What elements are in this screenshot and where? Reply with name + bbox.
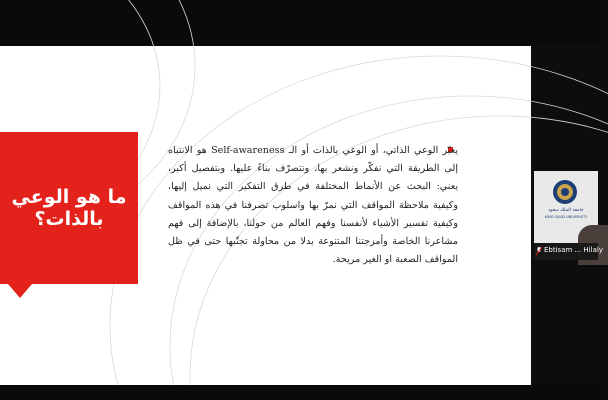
participant-name-label: Ebtisam ... Hilaly bbox=[544, 246, 603, 254]
slide-title: ما هو الوعي بالذات؟ bbox=[11, 186, 127, 230]
slide-body-text: يعبّر الوعي الذاتي، أو الوعي بالذات أو الـ Self-awareness هو الانتباه إلى الطريقة التي نفكّر ونشعر بها، ونتصرّف بناءً عليها. وبتفصيل أكبر، يعني: البحث عن الأنماط المختلفة في طرق التفكير التي نميل إليها، وكيفية ملاحظة المواقف التي نمرّ بها واسلوب تصرفنا في هذه المواقف وكيفية تفسير الأشياء لأنفسنا وفهم العالم من حولنا، بالإضافة إلى فهم مشاعرنا الخاصة وأمزجتنا المتنوعة بدلا من محاولة تجنّبها حتى في ظل المواقف الصعبة او الغير مريحة. bbox=[168, 145, 458, 266]
title-box-notch bbox=[8, 284, 32, 298]
shared-slide bbox=[0, 46, 531, 385]
microphone-muted-icon bbox=[536, 247, 542, 255]
logo-text-arabic: جامعة الملك سعود bbox=[548, 208, 584, 213]
top-toolbar-area bbox=[0, 0, 600, 46]
participant-video-tile[interactable] bbox=[534, 171, 603, 260]
logo-text-english: KING SAUD UNIVERSITY bbox=[544, 215, 588, 219]
university-logo-icon bbox=[552, 179, 578, 205]
bottom-bar-area bbox=[0, 385, 600, 400]
